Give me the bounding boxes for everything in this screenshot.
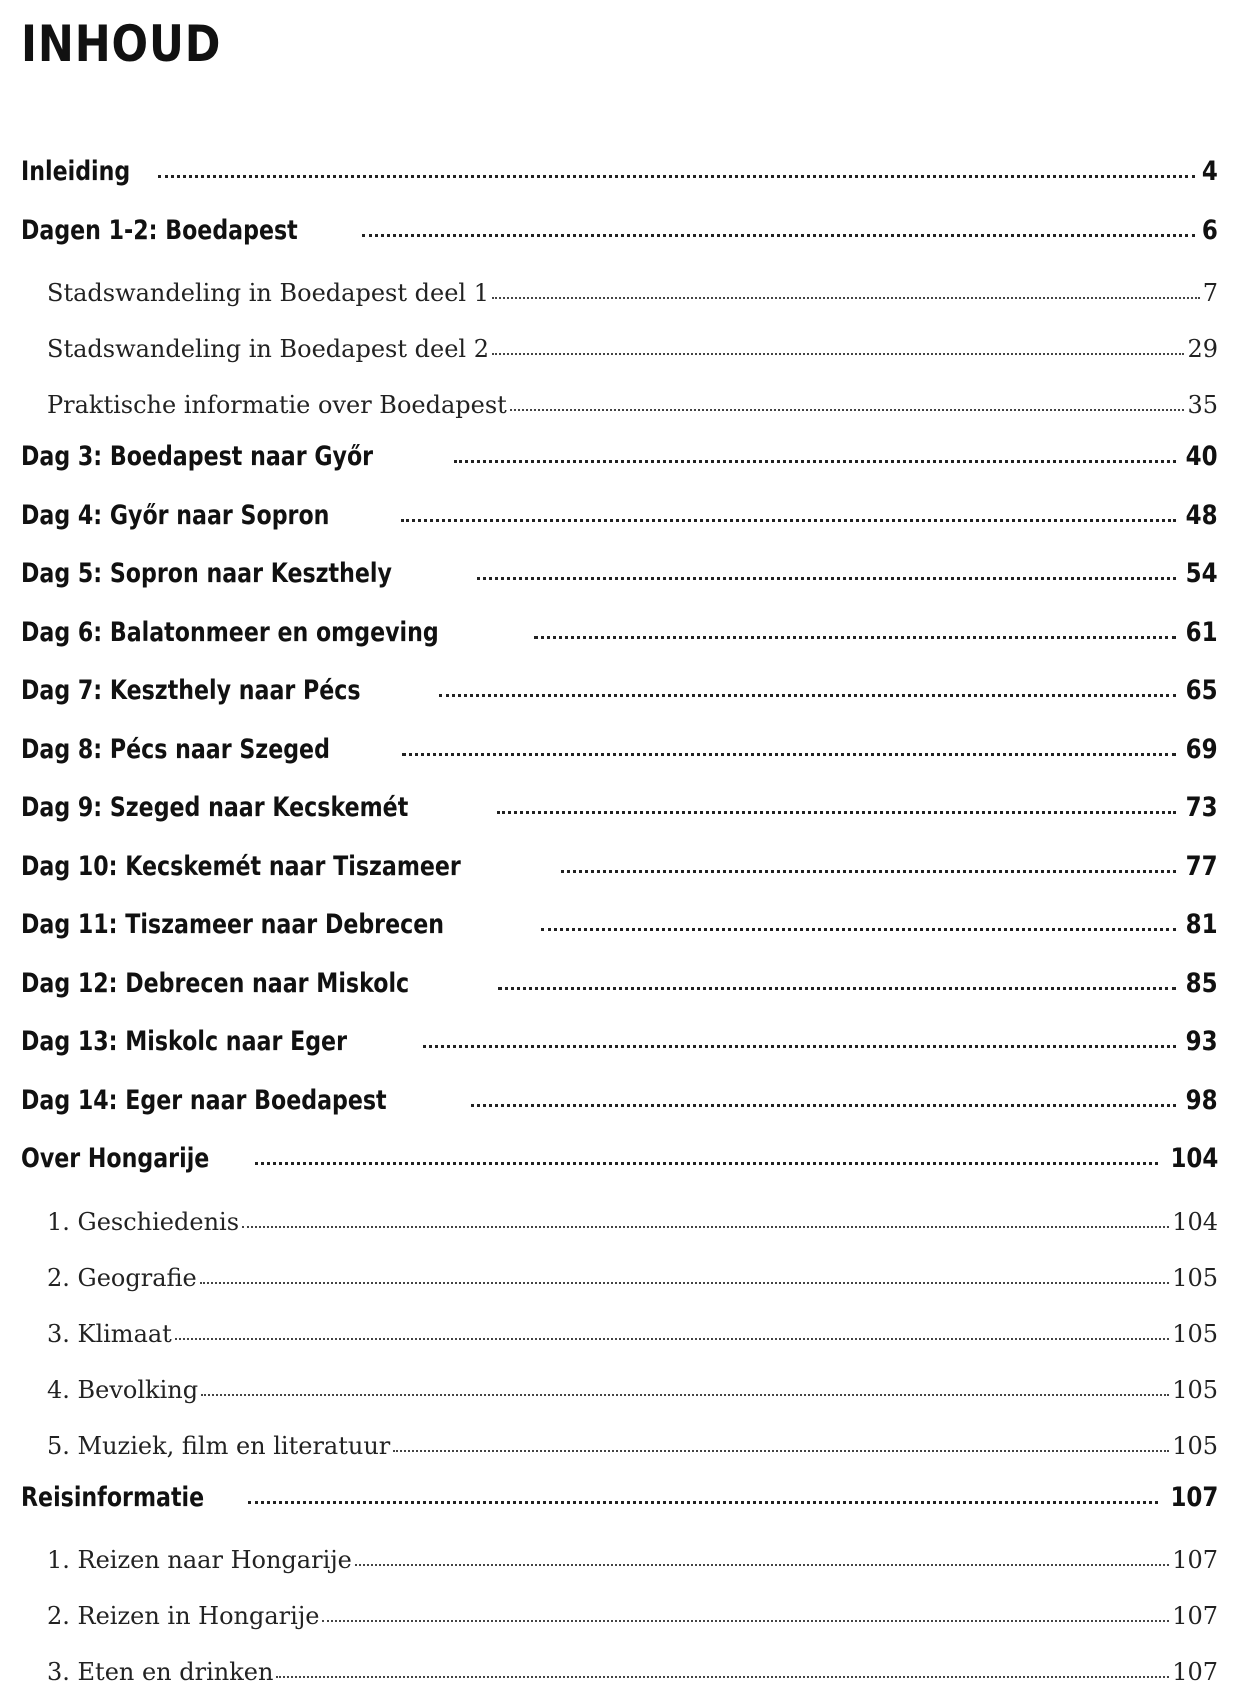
toc-entry-label: Dag 12: Debrecen naar Miskolc [21, 967, 410, 999]
toc-entry-label: Dag 10: Kecskemét naar Tiszameer [21, 850, 461, 882]
toc-entry-page-number: 4 [1202, 156, 1218, 187]
toc-entry-page-number: 7 [1202, 279, 1218, 307]
toc-entry-label: Dagen 1-2: Boedapest [21, 214, 298, 246]
dot-leader [423, 1045, 1177, 1048]
toc-entry-page-number: 85 [1186, 967, 1218, 999]
toc-entry-page-number: 104 [1170, 1143, 1218, 1174]
toc-entry-label: 4. Bevolking [47, 1375, 199, 1404]
toc-entry-page-number: 65 [1186, 675, 1218, 706]
toc-entry[interactable] [21, 1534, 1218, 1590]
toc-entry-label: 3. Eten en drinken [47, 1658, 274, 1686]
toc-entry-label: 1. Reizen naar Hongarije [47, 1546, 352, 1574]
toc-entry[interactable] [21, 845, 1218, 904]
table-of-contents [21, 150, 1218, 1702]
toc-entry-label: Dag 11: Tiszameer naar Debrecen [21, 909, 445, 940]
dot-leader [255, 1162, 1158, 1165]
toc-entry[interactable] [21, 1646, 1218, 1702]
toc-entry-page-number: 105 [1172, 1263, 1218, 1292]
dot-leader [201, 1394, 1169, 1396]
toc-entry[interactable] [21, 669, 1218, 728]
toc-entry-label: 5. Muziek, film en literatuur [47, 1431, 391, 1460]
dot-leader [510, 409, 1185, 411]
toc-entry-page-number: 6 [1202, 214, 1218, 246]
toc-entry-page-number: 35 [1187, 391, 1218, 419]
toc-entry-page-number: 40 [1186, 441, 1218, 472]
dot-leader [248, 1501, 1157, 1504]
toc-entry-label: Dag 4: Győr naar Sopron [21, 499, 330, 531]
dot-leader [276, 1676, 1169, 1678]
dot-leader [477, 577, 1176, 580]
dot-leader [242, 1226, 1169, 1228]
toc-entry-page-number: 61 [1186, 616, 1218, 648]
toc-entry-label: Over Hongarije [21, 1143, 210, 1174]
toc-entry-label: Dag 7: Keszthely naar Pécs [21, 675, 361, 706]
toc-entry[interactable] [21, 903, 1218, 962]
toc-entry-label: Stadswandeling in Boedapest deel 1 [47, 279, 489, 307]
toc-entry-page-number: 104 [1172, 1207, 1218, 1236]
dot-leader [393, 1450, 1169, 1452]
toc-entry-page-number: 105 [1172, 1431, 1218, 1460]
toc-entry[interactable] [21, 150, 1218, 209]
dot-leader [541, 928, 1177, 931]
toc-entry[interactable] [21, 1196, 1218, 1252]
toc-entry[interactable] [21, 728, 1218, 787]
toc-entry-label: 1. Geschiedenis [47, 1207, 240, 1236]
dot-leader [454, 460, 1176, 463]
toc-entry[interactable] [21, 379, 1218, 435]
toc-entry-label: Dag 3: Boedapest naar Győr [21, 441, 374, 472]
dot-leader [471, 1104, 1177, 1107]
dot-leader [498, 987, 1176, 990]
toc-entry-page-number: 69 [1186, 733, 1218, 765]
dot-leader [492, 353, 1184, 355]
toc-entry-page-number: 105 [1172, 1319, 1218, 1348]
toc-entry-label: Inleiding [21, 156, 131, 187]
toc-entry[interactable] [21, 435, 1218, 494]
toc-entry[interactable] [21, 552, 1218, 611]
toc-entry-page-number: 107 [1170, 1481, 1218, 1513]
toc-entry-label: Stadswandeling in Boedapest deel 2 [47, 335, 489, 363]
toc-entry[interactable] [21, 1079, 1218, 1138]
dot-leader [322, 1620, 1169, 1622]
toc-entry-page-number: 73 [1186, 792, 1218, 823]
dot-leader [401, 519, 1176, 522]
dot-leader [439, 694, 1176, 697]
toc-entry-label: Dag 6: Balatonmeer en omgeving [21, 616, 439, 648]
toc-entry[interactable] [21, 267, 1218, 323]
toc-entry-label: Dag 5: Sopron naar Keszthely [21, 558, 392, 589]
toc-entry[interactable] [21, 1364, 1218, 1420]
toc-entry-page-number: 105 [1172, 1375, 1218, 1404]
dot-leader [561, 870, 1176, 873]
toc-entry[interactable] [21, 786, 1218, 845]
toc-entry-label: Dag 8: Pécs naar Szeged [21, 733, 330, 765]
toc-entry[interactable] [21, 1020, 1218, 1079]
toc-entry-label: 2. Reizen in Hongarije [47, 1602, 320, 1630]
toc-entry-page-number: 48 [1186, 499, 1218, 531]
toc-entry[interactable] [21, 494, 1218, 553]
toc-entry[interactable] [21, 1252, 1218, 1308]
toc-entry-label: Dag 13: Miskolc naar Eger [21, 1026, 347, 1057]
toc-entry-label: 2. Geografie [47, 1263, 197, 1292]
dot-leader [402, 753, 1177, 756]
toc-entry-label: Dag 14: Eger naar Boedapest [21, 1084, 387, 1116]
toc-entry-page-number: 54 [1186, 558, 1218, 589]
toc-entry-page-number: 107 [1172, 1658, 1218, 1686]
toc-entry-page-number: 107 [1172, 1546, 1218, 1574]
dot-leader [200, 1282, 1169, 1284]
toc-entry-page-number: 93 [1186, 1026, 1218, 1057]
toc-entry-page-number: 77 [1186, 850, 1218, 882]
toc-entry-label: Reisinformatie [21, 1481, 205, 1513]
page-title: INHOUD [21, 15, 222, 73]
toc-entry[interactable] [21, 1137, 1218, 1196]
toc-entry[interactable] [21, 1308, 1218, 1364]
toc-entry[interactable] [21, 1476, 1218, 1535]
toc-entry-page-number: 81 [1186, 909, 1218, 940]
toc-entry[interactable] [21, 1420, 1218, 1476]
toc-entry-page-number: 29 [1187, 335, 1218, 363]
toc-entry[interactable] [21, 962, 1218, 1021]
dot-leader [497, 811, 1176, 814]
dot-leader [175, 1338, 1169, 1340]
dot-leader [362, 234, 1195, 237]
dot-leader [355, 1564, 1169, 1566]
toc-entry-label: Praktische informatie over Boedapest [47, 391, 507, 419]
dot-leader [492, 297, 1200, 299]
toc-entry[interactable] [21, 323, 1218, 379]
toc-entry[interactable] [21, 1590, 1218, 1646]
toc-entry-page-number: 98 [1186, 1084, 1218, 1116]
toc-entry[interactable] [21, 209, 1218, 268]
dot-leader [158, 175, 1195, 178]
dot-leader [534, 636, 1176, 639]
toc-entry-label: 3. Klimaat [47, 1319, 172, 1348]
toc-entry[interactable] [21, 611, 1218, 670]
toc-entry-label: Dag 9: Szeged naar Kecskemét [21, 792, 409, 823]
toc-entry-page-number: 107 [1172, 1602, 1218, 1630]
